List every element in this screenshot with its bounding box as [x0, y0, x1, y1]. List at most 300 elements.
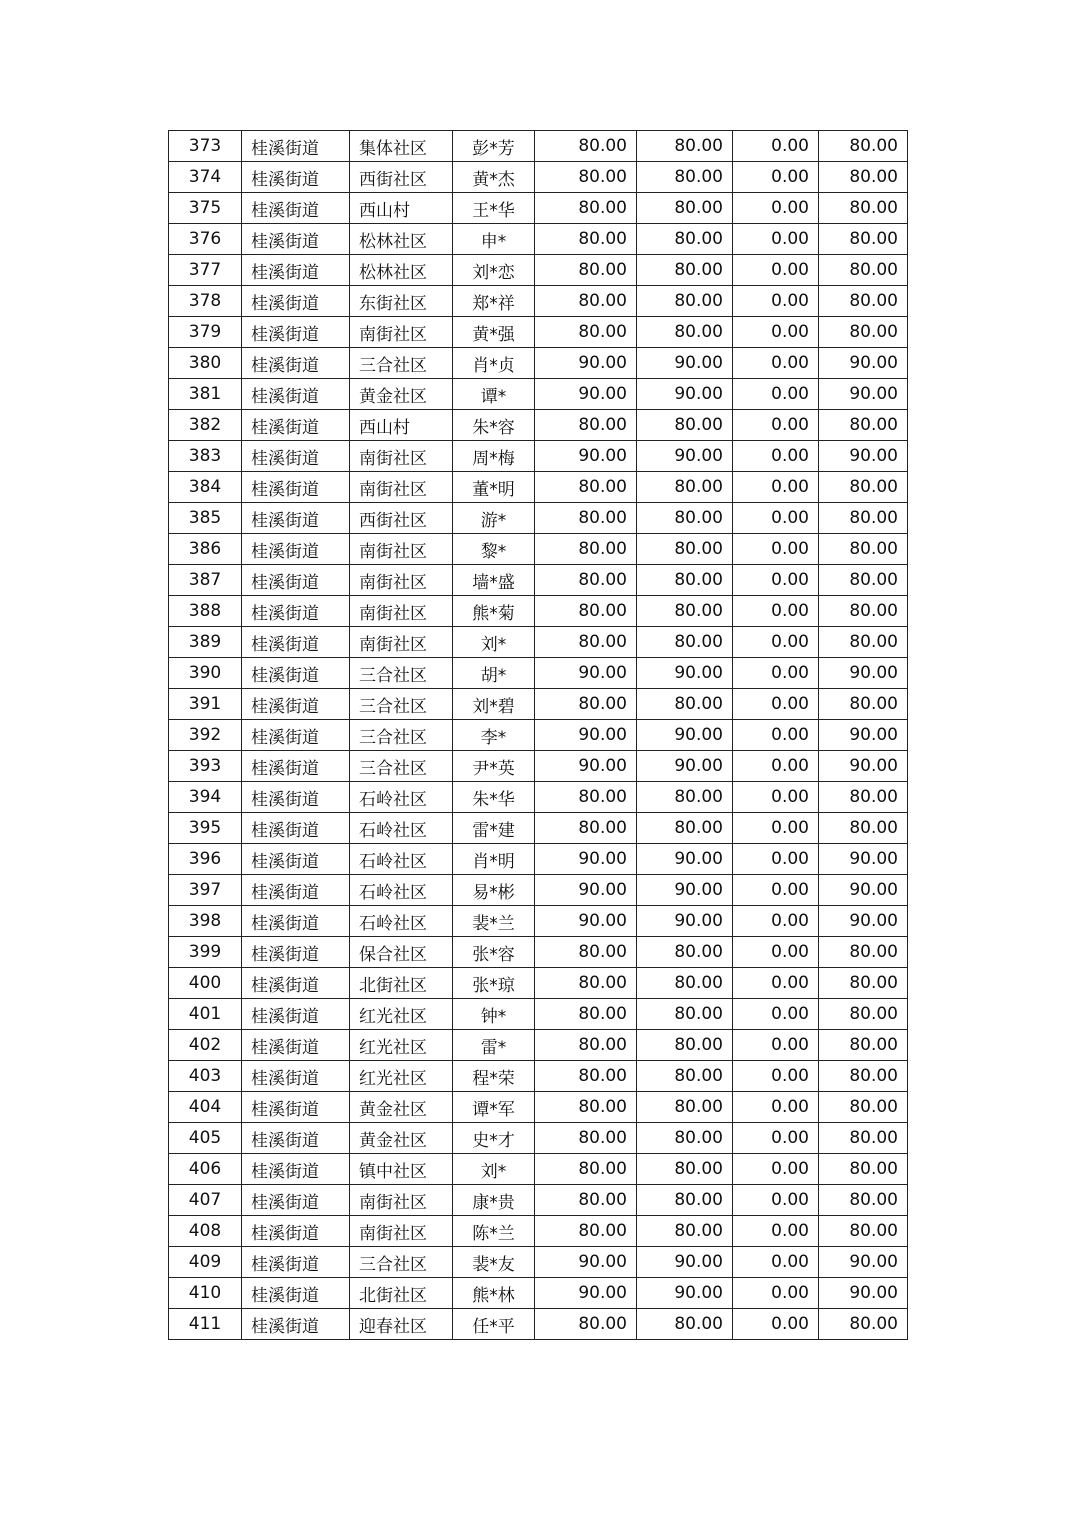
street-cell: 桂溪街道 [242, 596, 350, 627]
name-cell: 彭*芳 [453, 131, 535, 162]
amount-cell-4: 80.00 [819, 1216, 908, 1247]
amount-cell-3: 0.00 [733, 596, 819, 627]
name-cell: 雷*建 [453, 813, 535, 844]
table-row [169, 968, 908, 999]
amount-cell-4: 80.00 [819, 162, 908, 193]
amount-cell-2: 90.00 [637, 875, 733, 906]
street-cell: 桂溪街道 [242, 255, 350, 286]
amount-cell-3: 0.00 [733, 1092, 819, 1123]
name-cell: 钟* [453, 999, 535, 1030]
amount-cell-2: 80.00 [637, 1154, 733, 1185]
name-cell: 裴*友 [453, 1247, 535, 1278]
row-index-cell: 411 [169, 1309, 242, 1340]
name-cell: 刘* [453, 1154, 535, 1185]
row-index-cell: 398 [169, 906, 242, 937]
amount-cell-1: 90.00 [535, 751, 637, 782]
table-row [169, 379, 908, 410]
row-index-cell: 396 [169, 844, 242, 875]
amount-cell-2: 80.00 [637, 255, 733, 286]
name-cell: 墙*盛 [453, 565, 535, 596]
community-cell: 南街社区 [350, 534, 453, 565]
amount-cell-2: 80.00 [637, 937, 733, 968]
name-cell: 朱*容 [453, 410, 535, 441]
amount-cell-4: 80.00 [819, 224, 908, 255]
row-index-cell: 386 [169, 534, 242, 565]
amount-cell-4: 80.00 [819, 1123, 908, 1154]
street-cell: 桂溪街道 [242, 1216, 350, 1247]
table-row [169, 255, 908, 286]
amount-cell-3: 0.00 [733, 751, 819, 782]
amount-cell-2: 90.00 [637, 1278, 733, 1309]
community-cell: 镇中社区 [350, 1154, 453, 1185]
amount-cell-3: 0.00 [733, 441, 819, 472]
amount-cell-2: 80.00 [637, 131, 733, 162]
amount-cell-4: 90.00 [819, 844, 908, 875]
street-cell: 桂溪街道 [242, 410, 350, 441]
community-cell: 红光社区 [350, 999, 453, 1030]
amount-cell-1: 80.00 [535, 1030, 637, 1061]
amount-cell-3: 0.00 [733, 1185, 819, 1216]
amount-cell-3: 0.00 [733, 472, 819, 503]
row-index-cell: 374 [169, 162, 242, 193]
amount-cell-1: 90.00 [535, 844, 637, 875]
amount-cell-2: 80.00 [637, 1216, 733, 1247]
row-index-cell: 380 [169, 348, 242, 379]
name-cell: 黄*强 [453, 317, 535, 348]
row-index-cell: 373 [169, 131, 242, 162]
amount-cell-4: 80.00 [819, 1092, 908, 1123]
name-cell: 刘* [453, 627, 535, 658]
amount-cell-1: 80.00 [535, 410, 637, 441]
community-cell: 南街社区 [350, 1185, 453, 1216]
row-index-cell: 381 [169, 379, 242, 410]
table-row [169, 224, 908, 255]
name-cell: 熊*菊 [453, 596, 535, 627]
amount-cell-2: 80.00 [637, 1030, 733, 1061]
community-cell: 南街社区 [350, 317, 453, 348]
community-cell: 三合社区 [350, 720, 453, 751]
street-cell: 桂溪街道 [242, 317, 350, 348]
table-row [169, 503, 908, 534]
community-cell: 三合社区 [350, 348, 453, 379]
amount-cell-3: 0.00 [733, 813, 819, 844]
street-cell: 桂溪街道 [242, 1030, 350, 1061]
community-cell: 石岭社区 [350, 875, 453, 906]
amount-cell-2: 80.00 [637, 627, 733, 658]
row-index-cell: 376 [169, 224, 242, 255]
amount-cell-1: 80.00 [535, 162, 637, 193]
name-cell: 周*梅 [453, 441, 535, 472]
amount-cell-3: 0.00 [733, 689, 819, 720]
amount-cell-1: 80.00 [535, 534, 637, 565]
street-cell: 桂溪街道 [242, 627, 350, 658]
amount-cell-2: 80.00 [637, 472, 733, 503]
amount-cell-2: 90.00 [637, 1247, 733, 1278]
amount-cell-4: 90.00 [819, 720, 908, 751]
amount-cell-4: 80.00 [819, 565, 908, 596]
community-cell: 石岭社区 [350, 844, 453, 875]
row-index-cell: 391 [169, 689, 242, 720]
amount-cell-2: 90.00 [637, 441, 733, 472]
amount-cell-4: 80.00 [819, 999, 908, 1030]
row-index-cell: 408 [169, 1216, 242, 1247]
amount-cell-1: 90.00 [535, 348, 637, 379]
amount-cell-4: 80.00 [819, 255, 908, 286]
amount-cell-2: 80.00 [637, 1185, 733, 1216]
street-cell: 桂溪街道 [242, 1123, 350, 1154]
amount-cell-2: 90.00 [637, 906, 733, 937]
amount-cell-2: 80.00 [637, 565, 733, 596]
table-row [169, 131, 908, 162]
community-cell: 东街社区 [350, 286, 453, 317]
amount-cell-1: 80.00 [535, 999, 637, 1030]
table-row [169, 813, 908, 844]
community-cell: 三合社区 [350, 689, 453, 720]
amount-cell-4: 80.00 [819, 689, 908, 720]
street-cell: 桂溪街道 [242, 689, 350, 720]
row-index-cell: 383 [169, 441, 242, 472]
amount-cell-1: 80.00 [535, 1061, 637, 1092]
row-index-cell: 403 [169, 1061, 242, 1092]
street-cell: 桂溪街道 [242, 472, 350, 503]
amount-cell-4: 90.00 [819, 875, 908, 906]
street-cell: 桂溪街道 [242, 1278, 350, 1309]
amount-cell-4: 80.00 [819, 534, 908, 565]
table-row [169, 441, 908, 472]
street-cell: 桂溪街道 [242, 751, 350, 782]
row-index-cell: 400 [169, 968, 242, 999]
amount-cell-2: 80.00 [637, 503, 733, 534]
community-cell: 南街社区 [350, 565, 453, 596]
street-cell: 桂溪街道 [242, 565, 350, 596]
amount-cell-4: 80.00 [819, 503, 908, 534]
amount-cell-1: 80.00 [535, 565, 637, 596]
name-cell: 刘*碧 [453, 689, 535, 720]
table-row [169, 875, 908, 906]
amount-cell-4: 80.00 [819, 1309, 908, 1340]
table-row [169, 1216, 908, 1247]
row-index-cell: 395 [169, 813, 242, 844]
amount-cell-3: 0.00 [733, 565, 819, 596]
community-cell: 石岭社区 [350, 813, 453, 844]
table-row [169, 1247, 908, 1278]
amount-cell-1: 80.00 [535, 1154, 637, 1185]
street-cell: 桂溪街道 [242, 1185, 350, 1216]
row-index-cell: 407 [169, 1185, 242, 1216]
amount-cell-1: 80.00 [535, 1309, 637, 1340]
amount-cell-1: 90.00 [535, 379, 637, 410]
amount-cell-1: 80.00 [535, 937, 637, 968]
amount-cell-3: 0.00 [733, 968, 819, 999]
name-cell: 王*华 [453, 193, 535, 224]
amount-cell-1: 90.00 [535, 658, 637, 689]
table-row [169, 348, 908, 379]
row-index-cell: 397 [169, 875, 242, 906]
amount-cell-1: 90.00 [535, 1278, 637, 1309]
table-row [169, 596, 908, 627]
amount-cell-4: 80.00 [819, 1154, 908, 1185]
street-cell: 桂溪街道 [242, 534, 350, 565]
amount-cell-4: 80.00 [819, 596, 908, 627]
amount-cell-1: 90.00 [535, 1247, 637, 1278]
row-index-cell: 401 [169, 999, 242, 1030]
community-cell: 石岭社区 [350, 782, 453, 813]
street-cell: 桂溪街道 [242, 906, 350, 937]
amount-cell-3: 0.00 [733, 627, 819, 658]
amount-cell-2: 90.00 [637, 751, 733, 782]
community-cell: 南街社区 [350, 596, 453, 627]
amount-cell-1: 90.00 [535, 875, 637, 906]
name-cell: 张*琼 [453, 968, 535, 999]
amount-cell-3: 0.00 [733, 193, 819, 224]
amount-cell-4: 80.00 [819, 627, 908, 658]
amount-cell-1: 80.00 [535, 224, 637, 255]
amount-cell-3: 0.00 [733, 162, 819, 193]
amount-cell-1: 80.00 [535, 968, 637, 999]
table-row [169, 751, 908, 782]
amount-cell-1: 90.00 [535, 906, 637, 937]
street-cell: 桂溪街道 [242, 1154, 350, 1185]
community-cell: 西山村 [350, 193, 453, 224]
street-cell: 桂溪街道 [242, 968, 350, 999]
name-cell: 肖*明 [453, 844, 535, 875]
street-cell: 桂溪街道 [242, 937, 350, 968]
amount-cell-1: 90.00 [535, 720, 637, 751]
name-cell: 李* [453, 720, 535, 751]
table-row [169, 534, 908, 565]
amount-cell-4: 80.00 [819, 968, 908, 999]
amount-cell-1: 80.00 [535, 193, 637, 224]
amount-cell-3: 0.00 [733, 1216, 819, 1247]
amount-cell-2: 80.00 [637, 813, 733, 844]
amount-cell-4: 80.00 [819, 131, 908, 162]
amount-cell-4: 90.00 [819, 348, 908, 379]
community-cell: 黄金社区 [350, 1123, 453, 1154]
street-cell: 桂溪街道 [242, 441, 350, 472]
table-row [169, 1092, 908, 1123]
amount-cell-1: 80.00 [535, 317, 637, 348]
row-index-cell: 392 [169, 720, 242, 751]
amount-cell-3: 0.00 [733, 379, 819, 410]
community-cell: 北街社区 [350, 1278, 453, 1309]
street-cell: 桂溪街道 [242, 999, 350, 1030]
name-cell: 谭* [453, 379, 535, 410]
amount-cell-4: 80.00 [819, 782, 908, 813]
row-index-cell: 393 [169, 751, 242, 782]
amount-cell-3: 0.00 [733, 999, 819, 1030]
street-cell: 桂溪街道 [242, 379, 350, 410]
amount-cell-2: 80.00 [637, 1309, 733, 1340]
name-cell: 申* [453, 224, 535, 255]
amount-cell-2: 80.00 [637, 968, 733, 999]
street-cell: 桂溪街道 [242, 658, 350, 689]
street-cell: 桂溪街道 [242, 131, 350, 162]
table-row [169, 410, 908, 441]
amount-cell-2: 80.00 [637, 162, 733, 193]
amount-cell-1: 90.00 [535, 441, 637, 472]
name-cell: 尹*英 [453, 751, 535, 782]
community-cell: 南街社区 [350, 627, 453, 658]
table-row [169, 782, 908, 813]
name-cell: 雷* [453, 1030, 535, 1061]
amount-cell-1: 80.00 [535, 131, 637, 162]
row-index-cell: 406 [169, 1154, 242, 1185]
amount-cell-2: 80.00 [637, 999, 733, 1030]
amount-cell-2: 80.00 [637, 1092, 733, 1123]
row-index-cell: 405 [169, 1123, 242, 1154]
street-cell: 桂溪街道 [242, 1061, 350, 1092]
amount-cell-4: 90.00 [819, 1247, 908, 1278]
street-cell: 桂溪街道 [242, 1092, 350, 1123]
amount-cell-1: 80.00 [535, 1185, 637, 1216]
street-cell: 桂溪街道 [242, 1309, 350, 1340]
amount-cell-1: 80.00 [535, 1092, 637, 1123]
amount-cell-4: 90.00 [819, 906, 908, 937]
community-cell: 红光社区 [350, 1061, 453, 1092]
name-cell: 黎* [453, 534, 535, 565]
amount-cell-3: 0.00 [733, 720, 819, 751]
community-cell: 红光社区 [350, 1030, 453, 1061]
amount-cell-2: 90.00 [637, 379, 733, 410]
name-cell: 康*贵 [453, 1185, 535, 1216]
amount-cell-3: 0.00 [733, 1309, 819, 1340]
street-cell: 桂溪街道 [242, 1247, 350, 1278]
community-cell: 西街社区 [350, 503, 453, 534]
amount-cell-1: 80.00 [535, 813, 637, 844]
street-cell: 桂溪街道 [242, 503, 350, 534]
community-cell: 三合社区 [350, 1247, 453, 1278]
name-cell: 朱*华 [453, 782, 535, 813]
street-cell: 桂溪街道 [242, 348, 350, 379]
amount-cell-2: 90.00 [637, 720, 733, 751]
row-index-cell: 384 [169, 472, 242, 503]
amount-cell-2: 80.00 [637, 286, 733, 317]
amount-cell-1: 80.00 [535, 782, 637, 813]
name-cell: 熊*林 [453, 1278, 535, 1309]
amount-cell-3: 0.00 [733, 1030, 819, 1061]
amount-cell-3: 0.00 [733, 503, 819, 534]
name-cell: 刘*恋 [453, 255, 535, 286]
community-cell: 黄金社区 [350, 1092, 453, 1123]
table-row [169, 317, 908, 348]
table-row [169, 1061, 908, 1092]
table-row [169, 999, 908, 1030]
amount-cell-3: 0.00 [733, 224, 819, 255]
name-cell: 董*明 [453, 472, 535, 503]
amount-cell-3: 0.00 [733, 255, 819, 286]
amount-cell-3: 0.00 [733, 1154, 819, 1185]
street-cell: 桂溪街道 [242, 844, 350, 875]
amount-cell-2: 80.00 [637, 317, 733, 348]
row-index-cell: 389 [169, 627, 242, 658]
amount-cell-1: 80.00 [535, 286, 637, 317]
amount-cell-4: 90.00 [819, 751, 908, 782]
community-cell: 南街社区 [350, 472, 453, 503]
name-cell: 张*容 [453, 937, 535, 968]
name-cell: 裴*兰 [453, 906, 535, 937]
row-index-cell: 385 [169, 503, 242, 534]
amount-cell-1: 80.00 [535, 596, 637, 627]
amount-cell-1: 80.00 [535, 472, 637, 503]
amount-cell-3: 0.00 [733, 1278, 819, 1309]
amount-cell-3: 0.00 [733, 658, 819, 689]
name-cell: 陈*兰 [453, 1216, 535, 1247]
amount-cell-4: 80.00 [819, 1185, 908, 1216]
amount-cell-1: 80.00 [535, 1216, 637, 1247]
street-cell: 桂溪街道 [242, 813, 350, 844]
table-row [169, 162, 908, 193]
amount-cell-2: 80.00 [637, 410, 733, 441]
community-cell: 三合社区 [350, 658, 453, 689]
amount-cell-1: 80.00 [535, 503, 637, 534]
table-row [169, 658, 908, 689]
table-row [169, 844, 908, 875]
row-index-cell: 387 [169, 565, 242, 596]
table-row [169, 1278, 908, 1309]
community-cell: 迎春社区 [350, 1309, 453, 1340]
amount-cell-3: 0.00 [733, 875, 819, 906]
row-index-cell: 402 [169, 1030, 242, 1061]
community-cell: 西山村 [350, 410, 453, 441]
amount-cell-2: 80.00 [637, 1061, 733, 1092]
amount-cell-4: 80.00 [819, 286, 908, 317]
amount-cell-3: 0.00 [733, 286, 819, 317]
amount-cell-2: 80.00 [637, 596, 733, 627]
row-index-cell: 409 [169, 1247, 242, 1278]
row-index-cell: 404 [169, 1092, 242, 1123]
street-cell: 桂溪街道 [242, 224, 350, 255]
amount-cell-2: 90.00 [637, 348, 733, 379]
amount-cell-3: 0.00 [733, 906, 819, 937]
amount-cell-2: 80.00 [637, 534, 733, 565]
name-cell: 肖*贞 [453, 348, 535, 379]
community-cell: 保合社区 [350, 937, 453, 968]
amount-cell-2: 80.00 [637, 1123, 733, 1154]
street-cell: 桂溪街道 [242, 875, 350, 906]
amount-cell-4: 80.00 [819, 472, 908, 503]
amount-cell-4: 90.00 [819, 658, 908, 689]
table-row [169, 906, 908, 937]
table-row [169, 565, 908, 596]
amount-cell-1: 80.00 [535, 255, 637, 286]
table-row [169, 1185, 908, 1216]
row-index-cell: 390 [169, 658, 242, 689]
community-cell: 石岭社区 [350, 906, 453, 937]
amount-cell-4: 90.00 [819, 379, 908, 410]
community-cell: 集体社区 [350, 131, 453, 162]
amount-cell-4: 90.00 [819, 441, 908, 472]
community-cell: 南街社区 [350, 1216, 453, 1247]
amount-cell-2: 80.00 [637, 193, 733, 224]
amount-cell-2: 80.00 [637, 224, 733, 255]
row-index-cell: 394 [169, 782, 242, 813]
amount-cell-4: 80.00 [819, 937, 908, 968]
amount-cell-3: 0.00 [733, 782, 819, 813]
amount-cell-4: 80.00 [819, 410, 908, 441]
name-cell: 黄*杰 [453, 162, 535, 193]
amount-cell-4: 80.00 [819, 813, 908, 844]
amount-cell-3: 0.00 [733, 348, 819, 379]
amount-cell-4: 80.00 [819, 317, 908, 348]
roster-table-body [169, 131, 908, 1340]
amount-cell-4: 80.00 [819, 1030, 908, 1061]
amount-cell-4: 90.00 [819, 1278, 908, 1309]
row-index-cell: 377 [169, 255, 242, 286]
name-cell: 史*才 [453, 1123, 535, 1154]
table-row [169, 627, 908, 658]
amount-cell-3: 0.00 [733, 534, 819, 565]
amount-cell-3: 0.00 [733, 844, 819, 875]
